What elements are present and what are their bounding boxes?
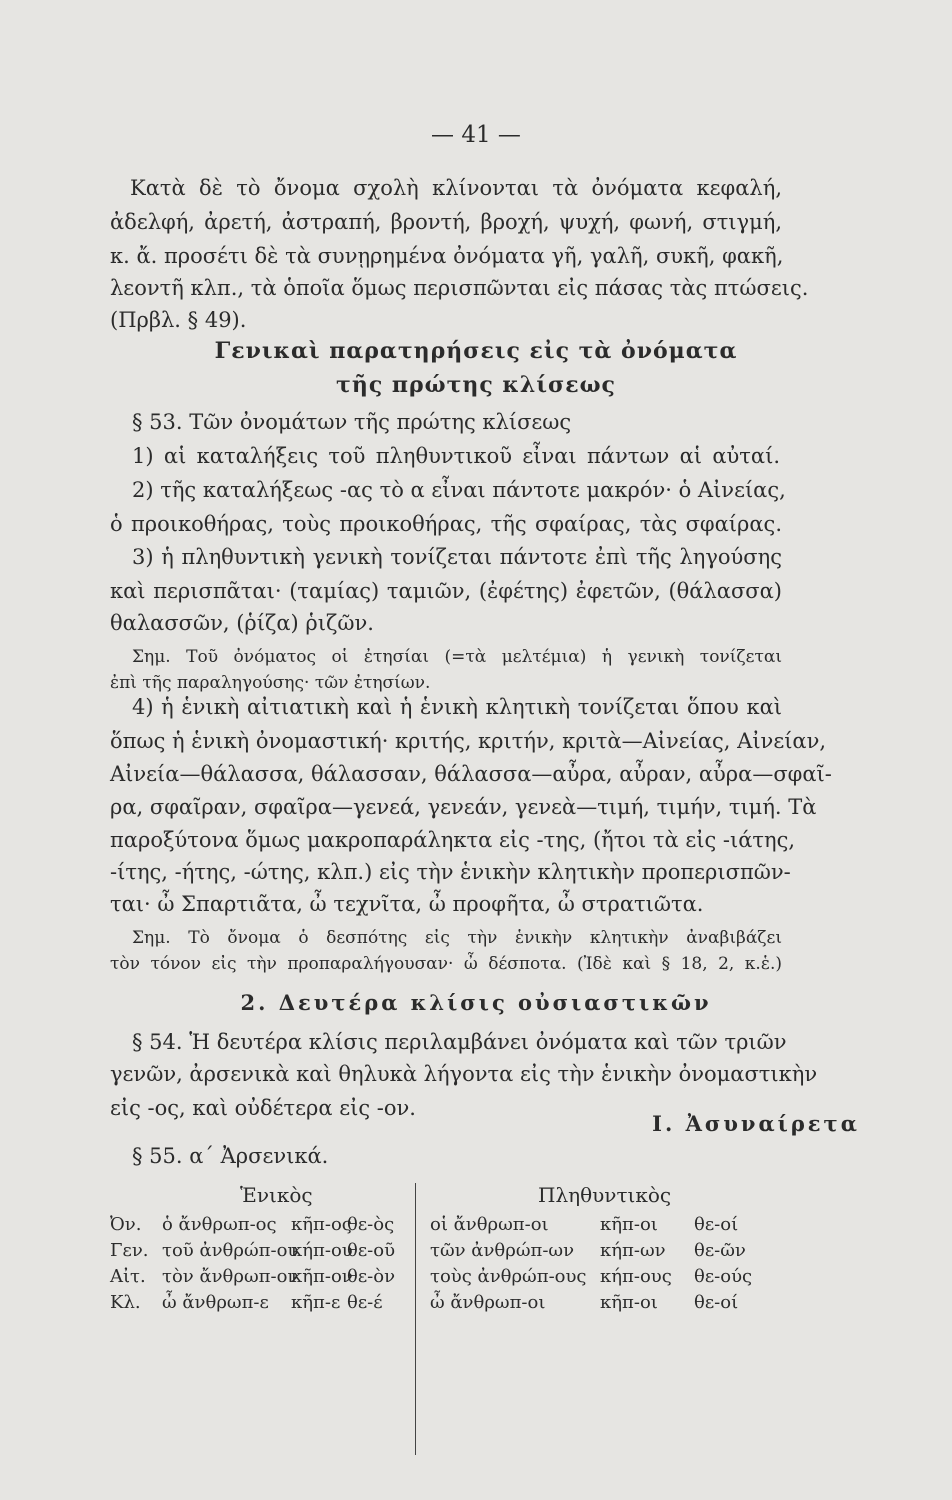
table-cell: τῶν ἀνθρώπ-ων <box>430 1240 575 1261</box>
page-number: — 41 — <box>431 122 521 148</box>
plural-header: Πληθυντικὸς <box>538 1183 672 1207</box>
table-cell: θε-ὸν <box>347 1266 396 1287</box>
text-line: κ. ἄ. προσέτι δὲ τὰ συνῃρημένα ὀνόματα γῆ, γαλῆ, συκῆ, φακῆ, <box>110 244 784 268</box>
note-line: Σημ. Τὸ ὄνομα ὁ δεσπότης εἰς τὴν ἑνικὴν κλητικὴν ἀναβιβάζει <box>132 928 782 948</box>
text-line: § 55. α΄ Ἀρσενικά. <box>132 1144 329 1168</box>
table-cell: τοὺς ἀνθρώπ-ους <box>430 1266 587 1287</box>
text-line: λεοντῆ κλπ., τὰ ὁποῖα ὅμως περισπῶνται εἰς πάσας τὰς πτώσεις. <box>110 276 809 300</box>
text-line: θαλασσῶν, (ῥίζα) ῥιζῶν. <box>110 611 374 635</box>
table-cell: κῆπ-οι <box>600 1292 658 1313</box>
table-cell: τὸν ἄνθρωπ-ον <box>162 1266 299 1287</box>
table-cell: κήπ-ου <box>291 1240 353 1261</box>
text-line: ρα, σφαῖραν, σφαῖρα—γενεά, γενεάν, γενεὰ—τιμή, τιμήν, τιμή. Τὰ <box>110 795 817 819</box>
text-line: καὶ περισπᾶται· (ταμίας) ταμιῶν, (ἐφέτης) ἐφετῶν, (θάλασσα) <box>110 579 782 603</box>
table-cell: θε-ὸς <box>347 1214 395 1235</box>
table-cell: τοῦ ἀνθρώπ-ου <box>162 1240 299 1261</box>
text-line: ται· ὦ Σπαρτιᾶτα, ὦ τεχνῖτα, ὦ προφῆτα, ὦ στρατιῶτα. <box>110 892 704 916</box>
singular-header: Ἑνικὸς <box>240 1183 313 1207</box>
text-line: Αἰνεία—θάλασσα, θάλασσαν, θάλασσα—αὖρα, αὖραν, αὖρα—σφαῖ- <box>110 762 832 786</box>
subsection-heading: I. Ἀσυναίρετα <box>652 1111 860 1136</box>
table-cell: θε-οῦ <box>347 1240 396 1261</box>
table-cell: θε-οί <box>694 1292 739 1313</box>
table-cell: θε-ῶν <box>694 1240 746 1261</box>
table-cell: ὦ ἄνθρωπ-οι <box>430 1292 546 1313</box>
note-line: ἐπὶ τῆς παραληγούσης· τῶν ἐτησίων. <box>110 673 431 693</box>
table-cell: κήπ-ους <box>600 1266 672 1287</box>
note-line: Σημ. Τοῦ ὀνόματος οἱ ἐτησίαι (=τὰ μελτέμια) ἡ γενικὴ τονίζεται <box>132 647 782 667</box>
text-line: Κατὰ δὲ τὸ ὄνομα σχολὴ κλίνονται τὰ ὀνόματα κεφαλή, <box>130 176 782 200</box>
case-label: Αἰτ. <box>110 1266 146 1287</box>
case-label: Γεν. <box>110 1240 149 1261</box>
text-line: 4) ἡ ἑνικὴ αἰτιατικὴ καὶ ἡ ἑνικὴ κλητικὴ τονίζεται ὅπου καὶ <box>132 695 782 719</box>
case-label: Κλ. <box>110 1292 141 1313</box>
table-cell: κῆπ-ον <box>291 1266 353 1287</box>
table-cell: οἱ ἄνθρωπ-οι <box>430 1214 549 1235</box>
text-line: 2) τῆς καταλήξεως -ας τὸ α εἶναι πάντοτε μακρόν· ὁ Αἰνείας, <box>132 478 786 502</box>
text-line: § 53. Τῶν ὀνομάτων τῆς πρώτης κλίσεως <box>132 410 572 434</box>
text-line: 1) αἱ καταλήξεις τοῦ πληθυντικοῦ εἶναι πάντων αἱ αὐταί. <box>132 444 780 468</box>
text-line: § 54. Ἡ δευτέρα κλίσις περιλαμβάνει ὀνόματα καὶ τῶν τριῶν <box>132 1030 787 1054</box>
table-cell: κήπ-ων <box>600 1240 666 1261</box>
text-line: 3) ἡ πληθυντικὴ γενικὴ τονίζεται πάντοτε ἐπὶ τῆς ληγούσης <box>132 545 782 569</box>
column-divider <box>415 1183 416 1455</box>
section-heading: Γενικαὶ παρατηρήσεις εἰς τὰ ὀνόματα <box>214 338 738 364</box>
table-cell: κῆπ-οι <box>600 1214 658 1235</box>
section-heading: 2. Δευτέρα κλίσις οὐσιαστικῶν <box>240 990 712 1015</box>
text-line: ἀδελφή, ἀρετή, ἀστραπή, βροντή, βροχή, ψυχή, φωνή, στιγμή, <box>110 210 782 234</box>
table-cell: θε-οί <box>694 1214 739 1235</box>
text-line: γενῶν, ἀρσενικὰ καὶ θηλυκὰ λήγοντα εἰς τὴν ἑνικὴν ὀνομαστικὴν <box>110 1062 818 1086</box>
table-cell: θε-ούς <box>694 1266 753 1287</box>
table-cell: θε-έ <box>347 1292 383 1313</box>
text-line: ὅπως ἡ ἑνικὴ ὀνομαστική· κριτής, κριτήν, κριτὰ—Αἰνείας, Αἰνείαν, <box>110 729 827 753</box>
text-line: -ίτης, -ήτης, -ώτης, κλπ.) εἰς τὴν ἑνικὴν κλητικὴν προπερισπῶν- <box>110 860 791 884</box>
note-line: τὸν τόνον εἰς τὴν προπαραλήγουσαν· ὦ δέσποτα. (Ἰδὲ καὶ § 18, 2, κ.ἑ.) <box>110 954 782 974</box>
case-label: Ὀν. <box>110 1214 142 1235</box>
table-cell: κῆπ-ος <box>291 1214 352 1235</box>
table-cell: κῆπ-ε <box>291 1292 341 1313</box>
table-cell: ὦ ἄνθρωπ-ε <box>162 1292 269 1313</box>
text-line: εἰς -ος, καὶ οὐδέτερα εἰς -ον. <box>110 1096 416 1120</box>
text-line: ὁ προικοθήρας, τοὺς προικοθήρας, τῆς σφαίρας, τὰς σφαίρας. <box>110 512 782 536</box>
text-line: (Πρβλ. § 49). <box>110 308 247 332</box>
text-line: παροξύτονα ὅμως μακροπαράληκτα εἰς -της, (ἤτοι τὰ εἰς -ιάτης, <box>110 828 796 852</box>
table-cell: ὁ ἄνθρωπ-ος <box>162 1214 277 1235</box>
section-heading: τῆς πρώτης κλίσεως <box>336 372 616 398</box>
